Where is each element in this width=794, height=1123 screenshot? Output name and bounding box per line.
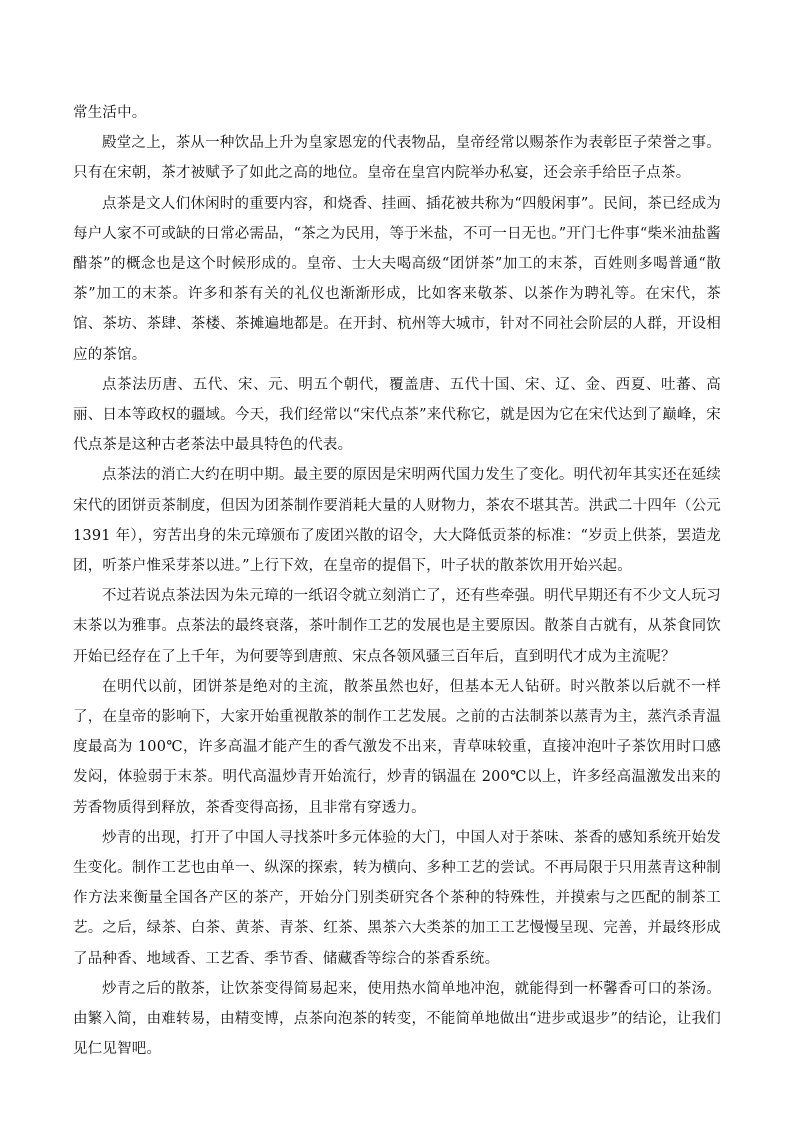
paragraph-continuation: 常生活中。 (73, 105, 147, 121)
paragraph: 炒青之后的散茶，让饮茶变得简易起来，使用热水简单地冲泡，就能得到一杯馨香可口的茶汤。由繁入简，由难转易，由精变博，点茶向泡茶的转变，不能简单地做出“进步或退步”的结论，让我们见仁见智吧。 (73, 980, 721, 1058)
paragraph: 点茶法的消亡大约在明中期。最主要的原因是宋明两代国力发生了变化。明代初年其实还在延续宋代的团饼贡茶制度，但因为团茶制作要消耗大量的人财物力，茶农不堪其苦。洪武二十四年（公元 1391 年），穷苦出身的朱元璋颁布了废团兴散的诏令，大大降低贡茶的标准：“岁贡上供茶，罢造龙团，听茶户惟采芽茶以进。”上行下效，在皇帝的提倡下，叶子状的散茶饮用开始兴起。 (73, 467, 721, 575)
paragraph: 点茶是文人们休闲时的重要内容，和烧香、挂画、插花被共称为“四般闲事”。民间，茶已经成为每户人家不可或缺的日常必需品，“茶之为民用，等于米盐，不可一日无也。”开门七件事“柴米油盐酱醋茶”的概念也是这个时候形成的。皇帝、士大夫喝高级“团饼茶”加工的末茶，百姓则多喝普通“散茶”加工的末茶。许多和茶有关的礼仪也渐渐形成，比如客来敬茶、以茶作为聘礼等。在宋代，茶馆、茶坊、茶肆、茶楼、茶摊遍地都是。在开封、杭州等大城市，针对不同社会阶层的人群，开设相应的茶馆。 (73, 195, 721, 363)
paragraph: 炒青的出现，打开了中国人寻找茶叶多元体验的大门，中国人对于茶味、茶香的感知系统开始发生变化。制作工艺也由单一、纵深的探索，转为横向、多种工艺的尝试。不再局限于只用蒸青这种制作方法来衡量全国各产区的茶产，开始分门别类研究各个茶种的特殊性，并摸索与之匹配的制茶工艺。之后，绿茶、白茶、黄茶、青茶、红茶、黑茶六大类茶的加工工艺慢慢呈现、完善，并最终形成了品种香、地域香、工艺香、季节香、储藏香等综合的茶香系统。 (73, 829, 721, 967)
paragraph: 在明代以前，团饼茶是绝对的主流，散茶虽然也好，但基本无人钻研。时兴散茶以后就不一样了，在皇帝的影响下，大家开始重视散茶的制作工艺发展。之前的古法制茶以蒸青为主，蒸汽杀青温度最高为 100℃，许多高温才能产生的香气激发不出来，青草味较重，直接冲泡叶子茶饮用时口感发闷，体验弱于末茶。明代高温炒青开始流行，炒青的锅温在 200℃以上，许多经高温激发出来的芳香物质得到释放，茶香变得高扬，且非常有穿透力。 (73, 678, 721, 816)
paragraph: 点茶法历唐、五代、宋、元、明五个朝代，覆盖唐、五代十国、宋、辽、金、西夏、吐蕃、高丽、日本等政权的疆域。今天，我们经常以“宋代点茶”来代称它，就是因为它在宋代达到了巅峰，宋代点茶是这种古老茶法中最具特色的代表。 (73, 376, 721, 454)
paragraph: 不过若说点茶法因为朱元璋的一纸诏令就立刻消亡了，还有些牵强。明代早期还有不少文人玩习末茶以为雅事。点茶法的最终衰落，茶叶制作工艺的发展也是主要原因。散茶自古就有，从茶食同饮开始已经存在了上千年，为何要等到唐煎、宋点各领风骚三百年后，直到明代才成为主流呢？ (73, 588, 721, 665)
article-body (73, 98, 721, 1065)
paragraph: 殿堂之上，茶从一种饮品上升为皇家恩宠的代表物品，皇帝经常以赐茶作为表彰臣子荣誉之事。只有在宋朝，茶才被赋予了如此之高的地位。皇帝在皇宫内院举办私宴，还会亲手给臣子点茶。 (73, 135, 721, 182)
